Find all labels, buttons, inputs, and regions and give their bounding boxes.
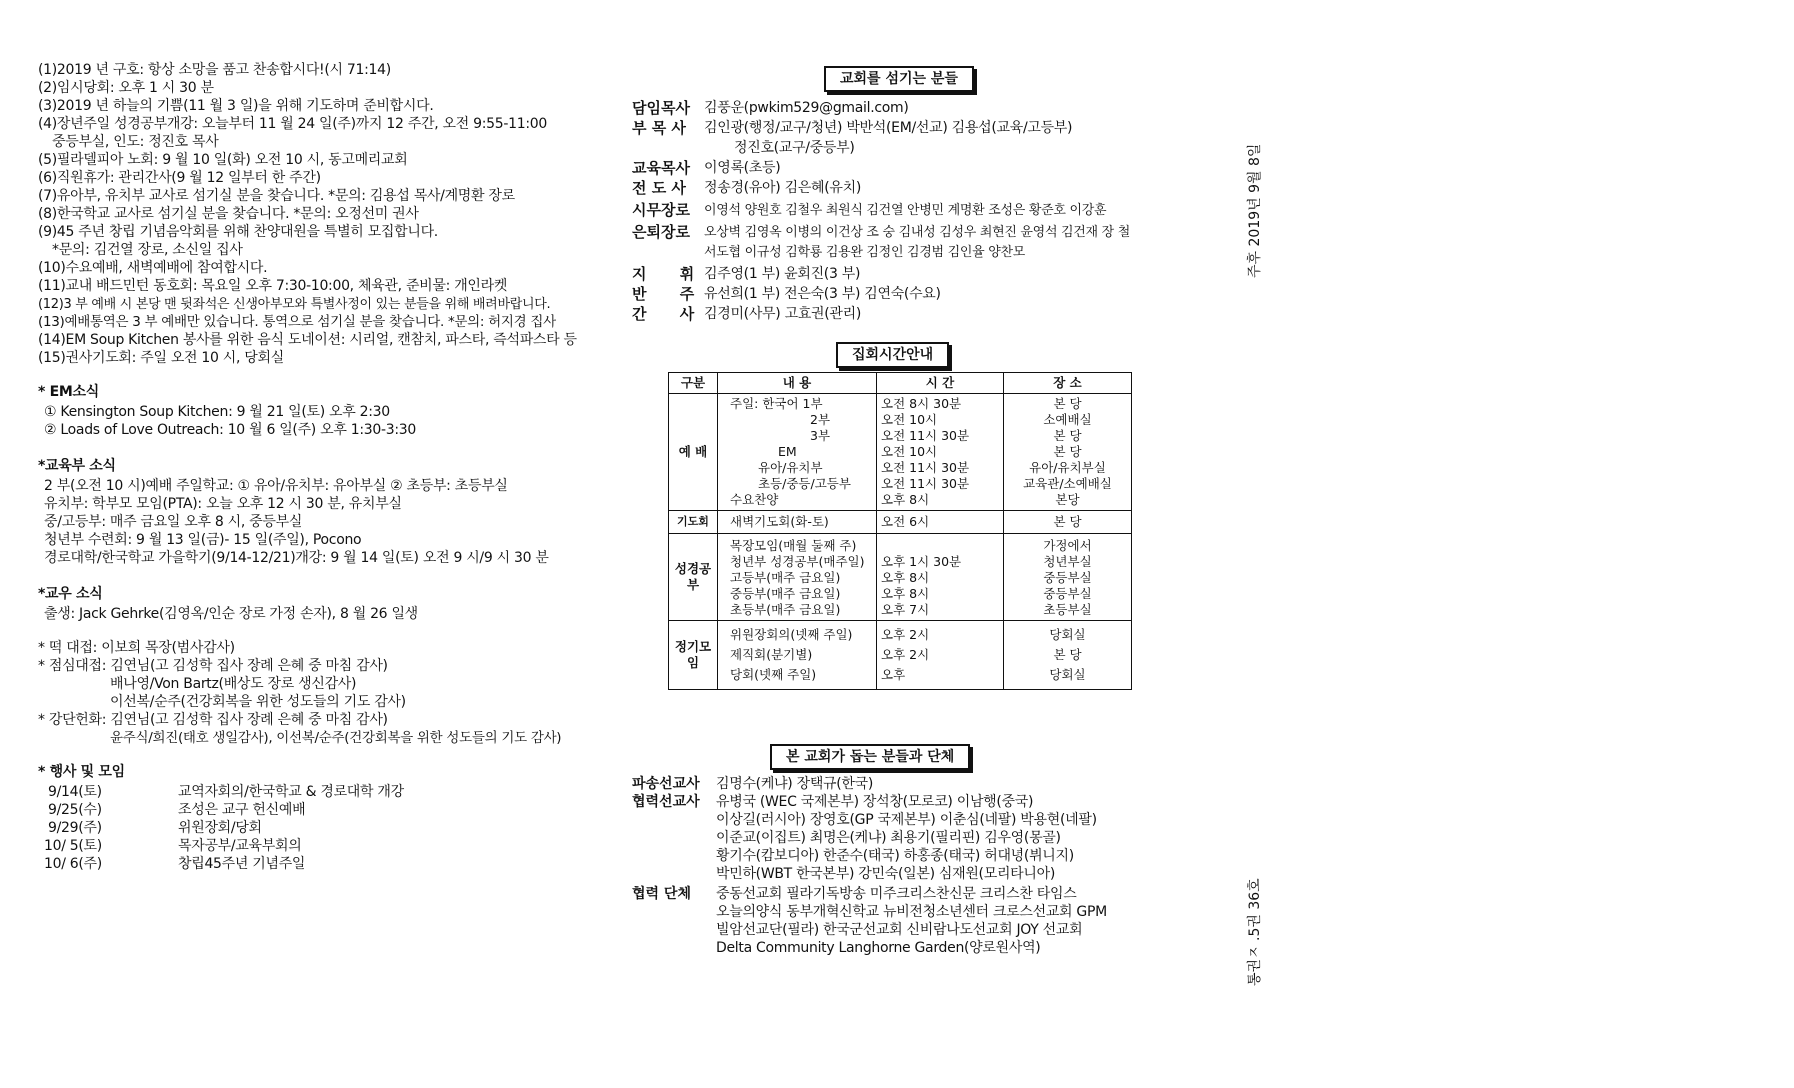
schedule-time: 오전 11시 30분 (881, 460, 970, 475)
member-news-title: *교우 소식 (38, 586, 103, 602)
schedule-time: 오후 2시 (881, 647, 930, 662)
schedule-time: 오전 8시 30분 (881, 396, 962, 411)
education-news-item: 중/고등부: 매주 금요일 오후 8 시, 중등부실 (44, 514, 303, 530)
schedule-title: 집회시간안내 (836, 342, 949, 368)
schedule-content: 당회(넷째 주일) (730, 667, 817, 682)
schedule-content: 고등부(매주 금요일) (730, 570, 841, 585)
schedule-time: 오후 7시 (881, 602, 930, 617)
schedule-content: 2부 (810, 412, 831, 427)
schedule-content: 초등부(매주 금요일) (730, 602, 841, 617)
schedule-place: 본당 (1055, 492, 1080, 507)
staff-label: 은퇴장로 (632, 223, 690, 241)
schedule-place: 청년부실 (1043, 554, 1092, 569)
staff-label: 시무장로 (632, 201, 690, 219)
announcement-item: (4)장년주일 성경공부개강: 오늘부터 11 월 24 일(주)까지 12 주간, 오전 9:55-11:00 (38, 116, 547, 132)
staff-label: 부 목 사 (632, 119, 686, 137)
staff-text: 정진호(교구/중등부) (734, 140, 855, 156)
schedule-place: 소예배실 (1043, 412, 1092, 427)
schedule-place: 가정에서 (1043, 538, 1092, 553)
staff-text: 김경미(사무) 고효권(관리) (704, 306, 862, 322)
schedule-place: 당회실 (1049, 667, 1086, 682)
education-news-item: 경로대학/한국학교 가을학기(9/14-12/21)개강: 9 월 14 일(토) 오전 9 시/9 시 30 분 (44, 550, 549, 566)
schedule-place: 당회실 (1049, 627, 1086, 642)
schedule-content: 수요찬양 (730, 492, 779, 507)
schedule-place: 초등부실 (1043, 602, 1092, 617)
staff-label: 반 주 (632, 285, 709, 303)
missions-text: 유병국 (WEC 국제본부) 장석창(모로코) 이남행(중국) (716, 794, 1034, 810)
announcement-item: (11)교내 배드민턴 동호회: 목요일 오후 7:30-10:00, 체육관, 준비물: 개인라켓 (38, 278, 508, 294)
staff-text: 이영석 양원호 김철우 최원식 김건열 안병민 계명환 조성은 황준호 이강훈 (704, 203, 1107, 218)
schedule-time: 오전 11시 30분 (881, 476, 970, 491)
missions-label: 파송선교사 (632, 776, 700, 792)
em-news-item: ① Kensington Soup Kitchen: 9 월 21 일(토) 오후 2:30 (44, 404, 390, 420)
schedule-content: 청년부 성경공부(매주일) (730, 554, 865, 569)
announcement-item: (15)권사기도회: 주일 오전 10 시, 당회실 (38, 350, 284, 366)
schedule-time: 오전 10시 (881, 444, 938, 459)
schedule-content: EM (778, 444, 797, 459)
member-news-item: 출생: Jack Gehrke(김영옥/인순 장로 가정 손자), 8 월 26 일생 (44, 606, 418, 622)
schedule-category: 정기모임 (669, 621, 718, 690)
schedule-header: 장 소 (1004, 373, 1132, 394)
missions-text: 박민하(WBT 한국본부) 강민숙(일본) 심재원(모리타니아) (716, 866, 1056, 882)
staff-text: 이영록(초등) (704, 160, 781, 176)
event-desc: 위원장회/당회 (178, 820, 262, 836)
event-desc: 창립45주년 기념주일 (178, 856, 306, 872)
schedule-header: 내 용 (718, 373, 877, 394)
schedule-header: 시 간 (877, 373, 1004, 394)
em-news-item: ② Loads of Love Outreach: 10 월 6 일(주) 오후 1:30-3:30 (44, 422, 416, 438)
announcement-item: *문의: 김건열 장로, 소신일 집사 (52, 242, 243, 258)
announcement-item: (7)유아부, 유치부 교사로 섬기실 분을 찾습니다. *문의: 김용섭 목사/계명환 장로 (38, 188, 515, 204)
offering-line: 이선복/순주(건강회복을 위한 성도들의 기도 감사) (110, 694, 406, 710)
staff-label: 담임목사 (632, 99, 690, 117)
staff-text: 김풍운(pwkim529@gmail.com) (704, 100, 909, 116)
schedule-place: 중등부실 (1043, 570, 1092, 585)
schedule-time (881, 538, 999, 554)
announcement-item: (2)임시당회: 오후 1 시 30 분 (38, 80, 214, 96)
education-news-item: 2 부(오전 10 시)예배 주일학교: ① 유아/유치부: 유아부실 ② 초등부: 초등부실 (44, 478, 508, 494)
schedule-table (668, 372, 1132, 690)
announcement-item: (9)45 주년 창립 기념음악회를 위해 찬양대원을 특별히 모집합니다. (38, 224, 438, 240)
missions-text: 이준교(이집트) 최명은(케냐) 최용기(필리핀) 김우영(몽골) (716, 830, 1061, 846)
event-date: 9/25(수) (48, 802, 102, 818)
schedule-content: 유아/유치부 (758, 460, 823, 475)
staff-label: 교육목사 (632, 159, 690, 177)
offering-line: * 강단헌화: 김연님(고 김성학 집사 장례 은혜 중 마침 감사) (38, 712, 388, 728)
schedule-header-row (669, 373, 1132, 394)
schedule-place: 본 당 (1053, 444, 1082, 459)
staff-text: 정송경(유아) 김은혜(유치) (704, 180, 862, 196)
announcement-item: (10)수요예배, 새벽예배에 참여합시다. (38, 260, 268, 276)
schedule-content: 초등/중등/고등부 (758, 476, 851, 491)
schedule-content: 3부 (810, 428, 831, 443)
schedule-time: 오후 2시 (881, 627, 930, 642)
schedule-time: 오전 6시 (881, 514, 930, 529)
event-date: 9/29(주) (48, 820, 102, 836)
staff-text: 김주영(1 부) 윤회진(3 부) (704, 266, 861, 282)
offering-line: 배나영/Von Bartz(배상도 장로 생신감사) (110, 676, 357, 692)
schedule-time: 오전 11시 30분 (881, 428, 970, 443)
offering-line: * 점심대접: 김연님(고 김성학 집사 장례 은혜 중 마침 감사) (38, 658, 388, 674)
schedule-place: 중등부실 (1043, 586, 1092, 601)
announcement-item: (6)직원휴가: 관리간사(9 월 12 일부터 한 주간) (38, 170, 321, 186)
schedule-row-regular-meetings (669, 621, 1132, 690)
schedule-content: 새벽기도회(화-토) (730, 514, 829, 529)
schedule-place: 본 당 (1053, 428, 1082, 443)
schedule-content: 목장모임(매월 둘째 주) (730, 538, 857, 553)
schedule-category: 기도회 (669, 511, 718, 534)
missions-text: 이상길(러시아) 장영호(GP 국제본부) 이춘심(네팔) 박용현(네팔) (716, 812, 1097, 828)
bulletin-date: 주후 2019년 9월 8일 (1247, 143, 1263, 278)
staff-text: 서도협 이규성 김학룡 김용완 김정인 김경범 김인율 양찬모 (704, 245, 1026, 260)
missions-title: 본 교회가 돕는 분들과 단체 (770, 744, 970, 770)
event-date: 10/ 5(토) (44, 838, 102, 854)
staff-label: 전 도 사 (632, 179, 686, 197)
schedule-time: 오후 (881, 667, 906, 682)
announcement-item: (13)예배통역은 3 부 예배만 있습니다. 통역으로 섬기실 분을 찾습니다. *문의: 허지경 집사 (38, 314, 556, 330)
staff-title: 교회를 섬기는 분들 (824, 66, 974, 92)
announcement-item: (3)2019 년 하늘의 기쁨(11 월 3 일)을 위해 기도하며 준비합시다. (38, 98, 434, 114)
announcement-item: (5)필라델피아 노회: 9 월 10 일(화) 오전 10 시, 동고메리교회 (38, 152, 408, 168)
schedule-content: 주일: 한국어 1부 (730, 396, 823, 411)
event-desc: 목자공부/교육부회의 (178, 838, 302, 854)
schedule-row-bible-study (669, 534, 1132, 621)
missions-text: 빌암선교단(필라) 한국군선교회 신비람나도선교회 JOY 선교회 (716, 922, 1083, 938)
staff-label: 지 휘 (632, 265, 709, 283)
schedule-content: 중등부(매주 금요일) (730, 586, 841, 601)
staff-label: 간 사 (632, 305, 709, 323)
schedule-place: 본 당 (1053, 514, 1082, 529)
schedule-place: 유아/유치부실 (1029, 460, 1106, 475)
schedule-place: 본 당 (1053, 396, 1082, 411)
em-news-title: * EM소식 (38, 384, 99, 400)
schedule-category: 성경공부 (669, 534, 718, 621)
events-title: * 행사 및 모임 (38, 764, 125, 780)
schedule-time: 오전 10시 (881, 412, 938, 427)
schedule-header: 구분 (669, 373, 718, 394)
schedule-time: 오후 8시 (881, 570, 930, 585)
event-date: 9/14(토) (48, 784, 102, 800)
staff-text: 유선희(1 부) 전은숙(3 부) 김연숙(수요) (704, 286, 941, 302)
event-date: 10/ 6(주) (44, 856, 102, 872)
missions-label: 협력 단체 (632, 886, 691, 902)
event-desc: 교역자회의/한국학교 & 경로대학 개강 (178, 784, 404, 800)
announcement-item: (14)EM Soup Kitchen 봉사를 위한 음식 도네이션: 시리얼, 캔참치, 파스타, 즉석파스타 등 (38, 332, 577, 348)
missions-text: 김명수(케냐) 장택규(한국) (716, 776, 874, 792)
schedule-time: 오후 1시 30분 (881, 554, 962, 569)
schedule-content: 위원장회의(넷째 주일) (730, 627, 853, 642)
event-desc: 조성은 교구 헌신예배 (178, 802, 306, 818)
schedule-row-worship (669, 394, 1132, 511)
missions-label: 협력선교사 (632, 794, 700, 810)
schedule-row-prayer (669, 511, 1132, 534)
missions-text: 오늘의양식 동부개혁신학교 뉴비전청소년센터 크로스선교회 GPM (716, 904, 1107, 920)
announcement-item: 중등부실, 인도: 정진호 목사 (52, 134, 219, 150)
bulletin-volume: 통권ㅈ .5권 36호 (1247, 878, 1263, 986)
schedule-category: 예 배 (669, 394, 718, 511)
schedule-content: 제직회(분기별) (730, 647, 813, 662)
schedule-place: 본 당 (1053, 647, 1082, 662)
education-news-title: *교육부 소식 (38, 458, 116, 474)
staff-text: 오상벽 김영옥 이병의 이건상 조 숭 김내성 김성우 최현진 윤영석 김건재 장 철 (704, 225, 1130, 240)
education-news-item: 유치부: 학부모 모임(PTA): 오늘 오후 12 시 30 분, 유치부실 (44, 496, 402, 512)
missions-text: 황기수(캄보디아) 한준수(태국) 하홍종(태국) 허대녕(뷔니지) (716, 848, 1074, 864)
announcement-item: (8)한국학교 교사로 섬기실 분을 찾습니다. *문의: 오정선미 권사 (38, 206, 419, 222)
education-news-item: 청년부 수련회: 9 월 13 일(금)- 15 일(주일), Pocono (44, 532, 362, 548)
offering-line: * 떡 대접: 이보희 목장(범사감사) (38, 640, 235, 656)
missions-text: 중동선교회 필라기독방송 미주크리스찬신문 크리스찬 타임스 (716, 886, 1077, 902)
schedule-time: 오후 8시 (881, 586, 930, 601)
announcement-item: (12)3 부 예배 시 본당 맨 뒷좌석은 신생아부모와 특별사정이 있는 분들을 위해 배려바랍니다. (38, 297, 551, 312)
missions-text: Delta Community Langhorne Garden(양로원사역) (716, 940, 1041, 956)
announcement-item: (1)2019 년 구호: 항상 소망을 품고 찬송합시다!(시 71:14) (38, 62, 391, 78)
offering-line: 윤주식/희진(태호 생일감사), 이선복/순주(건강회복을 위한 성도들의 기도 감사) (110, 730, 562, 746)
schedule-time: 오후 8시 (881, 492, 930, 507)
staff-text: 김인광(행정/교구/청년) 박반석(EM/선교) 김용섭(교육/고등부) (704, 120, 1073, 136)
schedule-place: 교육관/소예배실 (1023, 476, 1112, 491)
